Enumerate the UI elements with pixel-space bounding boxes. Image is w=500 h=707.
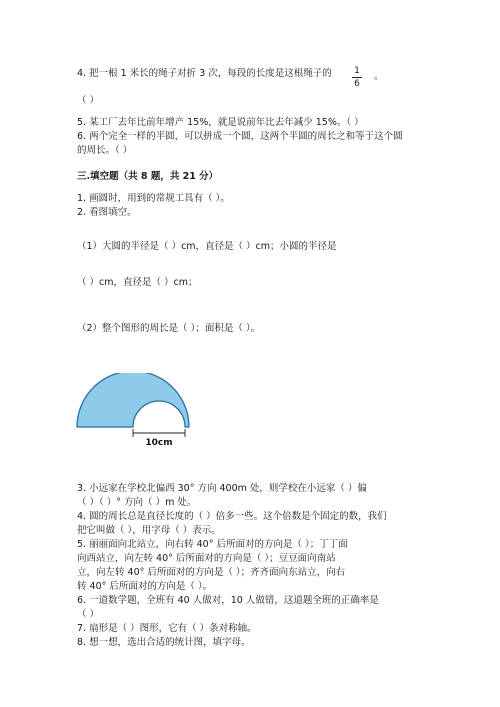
q6-line2: 的周长。（ ）: [77, 145, 133, 156]
fill-q3-line1: 3. 小远家在学校北偏西 30° 方向 400m 处，则学校在小远家（ ）偏: [77, 483, 367, 494]
q4-period: 。: [374, 71, 384, 82]
fill-q5-line3: 立，向左转 40° 后所面对的方向是（ ）；齐齐面向东站立，向右: [77, 567, 346, 578]
fill-q2-sub1-line1: （1）大圆的半径是（ ）cm，直径是（ ）cm；小圆的半径是: [77, 241, 337, 252]
fill-q2-sub2: （2）整个图形的周长是（ ）；面积是（ ）。: [77, 323, 261, 334]
fill-q7: 7. 扇形是（ ）图形，它有（ ）条对称轴。: [77, 623, 257, 634]
fill-q1: 1. 画圆时，用到的常规工具有（ ）。: [77, 193, 230, 204]
fill-q6-line1: 6. 一道数学题，全班有 40 人做对，10 人做错，这道题全班的正确率是: [77, 595, 379, 606]
figure-shape: [77, 373, 189, 427]
fraction-one-sixth: [351, 66, 363, 89]
section-three-heading: 三.填空题（共 8 题，共 21 分）: [77, 171, 219, 182]
q4-text: 4. 把一根 1 米长的绳子对折 3 次，每段的长度是这根绳子的: [77, 68, 332, 79]
q6-line1: 6. 两个完全一样的半圆，可以拼成一个圆，这两个半圆的周长之和等于这个圆: [77, 131, 403, 142]
fill-q8: 8. 想一想，选出合适的统计图，填字母。: [77, 637, 251, 648]
dimension-label: 10cm: [145, 438, 173, 448]
fill-q6-line2: （ ）: [77, 609, 100, 620]
q4-answer-blank: （ ）: [77, 95, 100, 106]
fill-q4-line2: 把它叫做（ ），用字母（ ）表示。: [77, 525, 221, 536]
fill-q2: 2. 看图填空。: [77, 207, 137, 218]
fill-q2-sub1-line2: （ ）cm，直径是（ ）cm；: [77, 277, 198, 288]
semicircle-figure: [75, 373, 195, 448]
fill-q5-line4: 转 40° 后所面对的方向是（ ）。: [77, 581, 213, 592]
q5-text: 5. 某工厂去年比前年增产 15%，就是说前年比去年减少 15%。（ ）: [77, 117, 364, 128]
fill-q3-line2: （ ）（ ）° 方向（ ）m 处。: [77, 497, 197, 508]
fill-q4-line1: 4. 圆的周长总是直径长度的（ ）倍多一些。这个倍数是个固定的数，我们: [77, 511, 387, 522]
fill-q5-line2: 向西站立，向左转 40° 后所面对的方向是（ ）；豆豆面向南站: [77, 553, 336, 564]
fraction-numerator: 1: [354, 66, 360, 76]
fraction-denominator: 6: [354, 79, 360, 89]
fraction-bar: [352, 77, 362, 78]
fill-q5-line1: 5. 丽丽面向北站立，向右转 40° 后所面对的方向是（ ）；丁丁面: [77, 539, 348, 550]
